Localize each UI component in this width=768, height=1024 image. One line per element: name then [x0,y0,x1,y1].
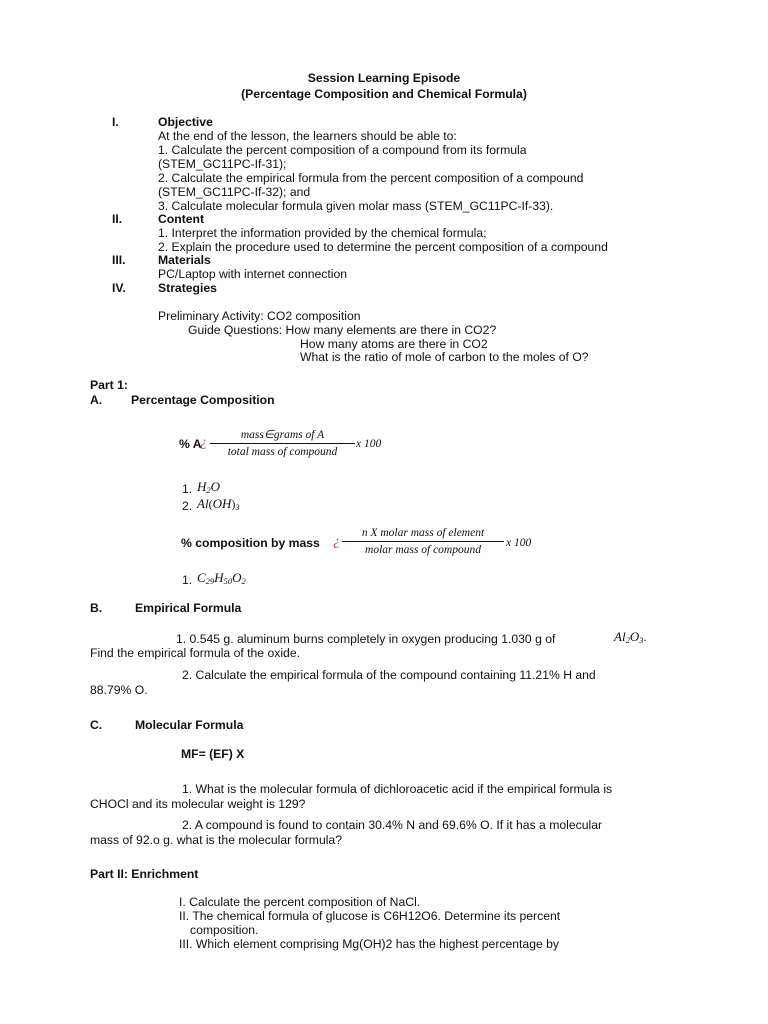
example-1-number: 1. [182,482,193,496]
strategies-heading: Strategies [158,281,217,295]
formula2-glyph: ¿ [333,534,340,549]
section-a-title: Percentage Composition [131,393,275,407]
formula-al2o3: $Al_2O_3$. [614,629,647,645]
formula2-denominator: molar mass of compound [365,544,481,556]
objective-numeral: I. [112,115,119,129]
content-item-2: 2. Explain the procedure used to determine the percent composition of a compound [158,240,608,254]
objective-item-1b: (STEM_GC11PC-If-31); [158,157,287,171]
example-2-number: 2. [182,499,193,513]
formula2-tail: x 100 [506,537,532,549]
percent-composition-label: % composition by mass [181,536,320,550]
objective-item-1a: 1. Calculate the percent composition of a compound from its formula [158,143,527,157]
guide-question-3: What is the ratio of mole of carbon to the moles of O? [300,350,589,364]
strategies-numeral: IV. [112,281,126,295]
section-c-letter: C. [90,718,103,732]
objective-item-2a: 2. Calculate the empirical formula from the percent composition of a compound [158,171,584,185]
molecular-question-2b: mass of 92.o g. what is the molecular formula? [90,833,342,847]
empirical-question-2b: 88.79% O. [90,683,148,697]
objective-intro: At the end of the lesson, the learners should be able to: [158,129,457,143]
preliminary-activity: Preliminary Activity: CO2 composition [158,309,361,323]
molecular-formula-equation: MF= (EF) X [181,747,245,761]
content-item-1: 1. Interpret the information provided by the chemical formula; [158,226,487,240]
objective-item-3: 3. Calculate molecular formula given molar mass (STEM_GC11PC-If-33). [158,199,554,213]
formula1-glyph: ¿ [200,435,207,450]
percent-a-label: % A [179,437,202,451]
formula2-numerator: n X molar mass of element [361,527,485,539]
molecular-question-2a: 2. A compound is found to contain 30.4% N and 69.6% O. If it has a molecular [182,818,603,832]
content-numeral: II. [112,212,123,226]
molecular-question-1a: 1. What is the molecular formula of dichloroacetic acid if the empirical formula is [182,782,613,796]
objective-heading: Objective [158,115,213,129]
formula-c29h50o2: $C_{29}H_{50}O_2$ [197,570,246,586]
guide-question-1: Guide Questions: How many elements are there in CO2? [188,323,497,337]
materials-numeral: III. [112,253,126,267]
formula-aluminum-hydroxide: $Al(OH)_3$ [197,496,240,512]
section-c-title: Molecular Formula [135,718,244,732]
fraction-bar [342,541,504,542]
content-heading: Content [158,212,205,226]
objective-item-2b: (STEM_GC11PC-If-32); and [158,185,311,199]
part1-heading: Part 1: [90,378,128,392]
formula1-tail: x 100 [356,438,382,450]
fraction-bar [210,443,355,444]
empirical-question-2a: 2. Calculate the empirical formula of the compound containing 11.21% H and [182,668,596,682]
formula2-fraction [342,526,504,557]
formula1-fraction [210,428,355,459]
formula-h2o: $H_2O$ [197,479,221,495]
section-b-title: Empirical Formula [135,601,242,615]
enrichment-question-2b: composition. [190,923,259,937]
empirical-question-1a: 1. 0.545 g. aluminum burns completely in oxygen producing 1.030 g of [176,632,556,646]
molecular-question-1b: CHOCl and its molecular weight is 129? [90,797,306,811]
formula1-numerator: mass∈grams of A [240,429,325,441]
part2-heading: Part II: Enrichment [90,867,199,881]
materials-heading: Materials [158,253,211,267]
empirical-question-1b: Find the empirical formula of the oxide. [90,646,300,660]
section-b-letter: B. [90,601,103,615]
document-subtitle: (Percentage Composition and Chemical Formula) [241,87,527,101]
guide-question-2: How many atoms are there in CO2 [300,337,488,351]
document-title: Session Learning Episode [307,71,461,85]
section-a-letter: A. [90,393,103,407]
enrichment-question-1: I. Calculate the percent composition of NaCl. [179,895,421,909]
enrichment-question-2a: II. The chemical formula of glucose is C6H12O6. Determine its percent [179,909,561,923]
example-3-number: 1. [182,573,193,587]
enrichment-question-3: III. Which element comprising Mg(OH)2 has the highest percentage by [179,937,560,951]
formula1-denominator: total mass of compound [227,446,338,458]
materials-item: PC/Laptop with internet connection [158,267,348,281]
